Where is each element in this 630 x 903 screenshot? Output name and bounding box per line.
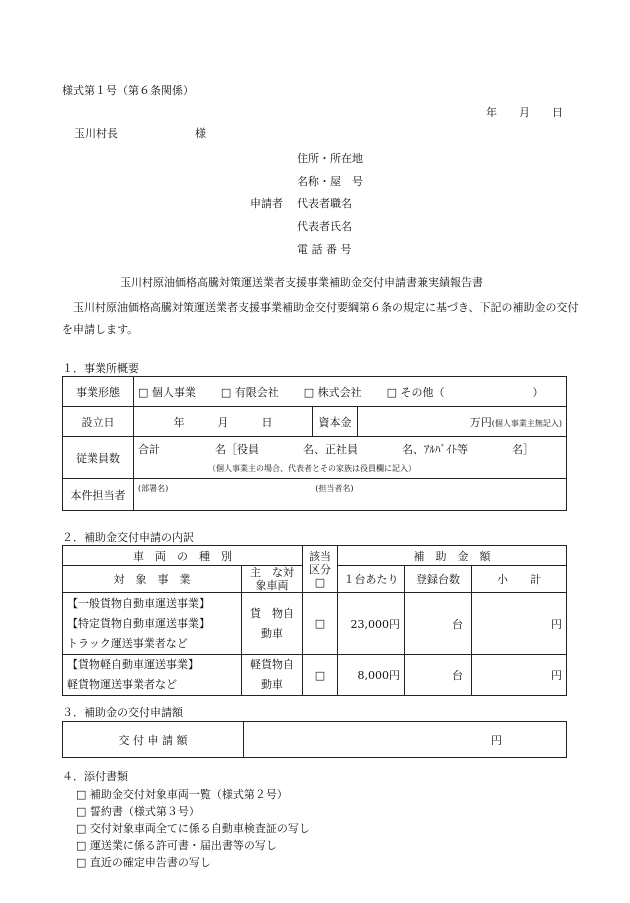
business-line: トラック運送事業者など bbox=[67, 636, 188, 650]
subsidy-breakdown-table bbox=[62, 545, 567, 696]
requested-amount-label: 交 付 申 請 額 bbox=[63, 722, 244, 758]
person-label: (担当者名) bbox=[315, 484, 354, 493]
applicant-title-label: 代表者職名 bbox=[297, 197, 352, 210]
check-header bbox=[303, 546, 338, 593]
subtotal-truck[interactable]: 円 bbox=[472, 593, 567, 655]
applicant-address-label: 住所・所在地 bbox=[297, 152, 363, 165]
check-cell-light[interactable]: □ bbox=[303, 655, 338, 696]
applicant-phone-label: 電 話 番 号 bbox=[297, 243, 352, 256]
option-other[interactable]: □ その他（ ） bbox=[386, 385, 544, 399]
business-line: 【特定貨物自動車運送事業】 bbox=[67, 616, 210, 630]
contact-value[interactable] bbox=[134, 479, 567, 511]
vehicle-type-header: 車 両 の 種 別 bbox=[63, 546, 303, 566]
per-unit-truck: 23,000円 bbox=[338, 593, 405, 655]
count-truck[interactable]: 台 bbox=[405, 593, 472, 655]
document-title: 玉川村原油価格高騰対策運送業者支援事業補助金交付申請書兼実績報告書 bbox=[120, 276, 483, 289]
option-corporation[interactable]: □ 株式会社 bbox=[303, 385, 362, 399]
established-label: 設立日 bbox=[63, 407, 134, 437]
employees-breakdown: 合計 名［役員 名、正社員 名、ｱﾙﾊﾞｲﾄ等 名］ bbox=[138, 443, 534, 456]
date-line: 年 月 日 bbox=[486, 106, 563, 119]
applicant-prefix: 申請者 bbox=[250, 197, 283, 210]
business-line: 軽貨物運送事業者など bbox=[67, 678, 177, 691]
attachment-item[interactable]: □ 誓約書（様式第３号） bbox=[76, 805, 200, 818]
requested-amount-value[interactable]: 円 bbox=[244, 722, 567, 758]
addressee: 玉川村長 様 bbox=[74, 127, 206, 140]
business-overview-table bbox=[62, 376, 567, 511]
vehicle-header: 主 な対象車両 bbox=[242, 566, 303, 593]
employees-note: （個人事業主の場合、代表者とその家族は役員欄に記入） bbox=[208, 464, 416, 473]
section1-heading: １．事業所概要 bbox=[62, 362, 139, 375]
check-cell-truck[interactable]: □ bbox=[303, 593, 338, 655]
dept-label: (部署名) bbox=[138, 484, 169, 493]
employees-label: 従業員数 bbox=[63, 437, 134, 479]
established-value[interactable]: 年 月 日 bbox=[134, 407, 313, 437]
vehicle-cell-truck: 貨 物自動車 bbox=[242, 593, 303, 655]
capital-value[interactable] bbox=[358, 407, 567, 437]
attachment-item[interactable]: □ 補助金交付対象車両一覧（様式第２号） bbox=[76, 788, 288, 801]
subsidy-amount-header: 補 助 金 額 bbox=[338, 546, 567, 566]
subtotal-header: 小 計 bbox=[472, 566, 567, 593]
business-header: 対 象 事 業 bbox=[63, 566, 242, 593]
attachment-item[interactable]: □ 直近の確定申告書の写し bbox=[76, 856, 211, 869]
per-unit-header: １台あたり bbox=[338, 566, 405, 593]
business-line: 【一般貨物自動車運送事業】 bbox=[67, 596, 210, 610]
vehicle-cell-light: 軽貨物自動車 bbox=[242, 655, 303, 696]
applicant-rep-label: 代表者氏名 bbox=[297, 220, 352, 233]
section3-heading: ３．補助金の交付申請額 bbox=[62, 706, 183, 719]
section2-heading: ２．補助金交付申請の内訳 bbox=[62, 531, 194, 544]
capital-label: 資本金 bbox=[313, 407, 358, 437]
body-text: 玉川村原油価格高騰対策運送業者支援事業補助金交付要綱第６条の規定に基づき、下記の補助金の交付を申請します。 bbox=[62, 301, 579, 336]
applicant-name-label: 名称・屋 号 bbox=[297, 175, 363, 188]
section4-heading: ４．添付書類 bbox=[62, 770, 128, 783]
contact-label: 本件担当者 bbox=[63, 479, 134, 511]
capital-unit: 万円 bbox=[469, 415, 492, 429]
business-form-options bbox=[134, 377, 567, 407]
capital-note: (個人事業主無記入) bbox=[491, 418, 562, 428]
business-form-label: 事業形態 bbox=[63, 377, 134, 407]
business-cell-light bbox=[63, 655, 242, 696]
subtotal-light[interactable]: 円 bbox=[472, 655, 567, 696]
business-cell-truck bbox=[63, 593, 242, 655]
option-individual[interactable]: □ 個人事業 bbox=[138, 385, 196, 399]
attachment-item[interactable]: □ 運送業に係る許可書・届出書等の写し bbox=[76, 839, 277, 852]
attachment-item[interactable]: □ 交付対象車両全てに係る自動車検査証の写し bbox=[76, 822, 310, 835]
business-line: 【貨物軽自動車運送事業】 bbox=[67, 658, 199, 671]
employees-value[interactable] bbox=[134, 437, 567, 479]
form-number: 様式第１号（第６条関係） bbox=[62, 84, 194, 97]
option-limited[interactable]: □ 有限会社 bbox=[220, 385, 279, 399]
count-header: 登録台数 bbox=[405, 566, 472, 593]
requested-amount-table bbox=[62, 721, 567, 758]
check-header-label: 該当区分 bbox=[309, 549, 331, 576]
count-light[interactable]: 台 bbox=[405, 655, 472, 696]
per-unit-light: 8,000円 bbox=[338, 655, 405, 696]
check-header-box: □ bbox=[314, 575, 326, 589]
